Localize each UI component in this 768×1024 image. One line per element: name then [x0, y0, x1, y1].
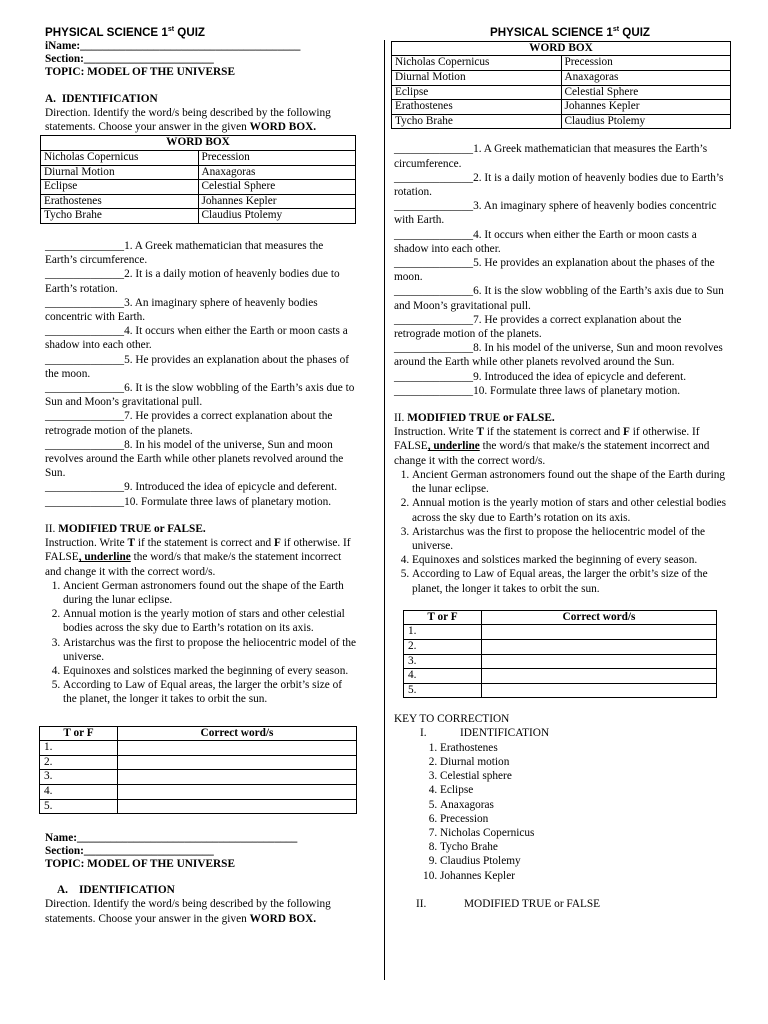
modified-tf-instruction: Instruction. Write T if the statement is correct and F if otherwise. If FALSE, underline the word/s that make/s the statement incorrect and change it with the correct word/s.: [45, 537, 351, 578]
section-field: Section:_______________________: [45, 52, 214, 65]
table-row: 1.: [404, 625, 717, 640]
list-item: 9. Claudius Ptolemy: [440, 854, 730, 868]
word-box-row: Diurnal Motion Anaxagoras: [392, 71, 731, 86]
table-row: 2.: [40, 755, 357, 770]
list-item: ______________5. He provides an explanation about the phases of the moon.: [394, 257, 715, 284]
list-item: 4. Equinoxes and solstices marked the beginning of every season.: [412, 553, 730, 567]
list-item: 7. Nicholas Copernicus: [440, 826, 730, 840]
list-item: 5. According to Law of Equal areas, the larger the orbit’s size of the planet, the longer it takes to orbit the sun.: [63, 678, 357, 706]
quiz-title-right: PHYSICAL SCIENCE 1st QUIZ: [490, 25, 650, 39]
word-box-row: Eclipse Celestial Sphere: [392, 85, 731, 100]
list-item: 1. Ancient German astronomers found out the shape of the Earth during the lunar eclipse.: [63, 579, 357, 607]
list-item: ______________2. It is a daily motion of heavenly bodies due to Earth’s rotation.: [394, 171, 724, 199]
topic-heading-2: TOPIC: MODEL OF THE UNIVERSE: [45, 858, 235, 871]
list-item: 3. Celestial sphere: [440, 769, 730, 783]
word-box-row: Eclipse Celestial Sphere: [41, 180, 356, 195]
name-field: iName:_______________________________________: [45, 39, 301, 52]
list-item: ______________6. It is the slow wobbling of the Earth’s axis due to Sun and Moon’s gravitational pull.: [394, 285, 724, 312]
answer-key-part-2: II. MODIFIED TRUE or FALSE: [416, 897, 601, 910]
table-row: 3.: [40, 770, 357, 785]
word-box-row: Erathostenes Johannes Kepler: [392, 100, 731, 115]
modified-tf-heading-right: II. MODIFIED TRUE or FALSE.: [394, 412, 555, 425]
list-item: ______________3. An imaginary sphere of heavenly bodies concentric with Earth.: [45, 296, 318, 324]
word-box-row: Tycho Brahe Claudius Ptolemy: [41, 209, 356, 224]
list-item: ______________8. In his model of the universe, Sun and moon revolves around the Earth while other planets revolved around the Sun.: [45, 438, 344, 480]
word-box-row: Nicholas Copernicus Precession: [392, 56, 731, 71]
list-item: 5. Anaxagoras: [440, 798, 730, 812]
word-box-table: [40, 135, 356, 224]
list-item: 3. Aristarchus was the first to propose the heliocentric model of the universe.: [412, 525, 730, 553]
name-field-2: Name:_______________________________________: [45, 832, 298, 845]
modified-tf-heading: II. MODIFIED TRUE or FALSE.: [45, 522, 206, 535]
table-row: 5.: [40, 799, 357, 814]
modified-tf-statements: [45, 579, 357, 707]
word-box-table-right: [391, 41, 731, 130]
col-header-correct-words: Correct word/s: [118, 726, 357, 741]
col-header-correct-words: Correct word/s: [482, 610, 717, 625]
identification-items: [45, 239, 357, 509]
identification-heading: A. IDENTIFICATION: [45, 92, 158, 105]
list-item: 1. Ancient German astronomers found out the shape of the Earth during the lunar eclipse.: [412, 468, 730, 496]
list-item: 4. Equinoxes and solstices marked the beginning of every season.: [63, 664, 357, 678]
word-box-title: WORD BOX: [392, 41, 731, 56]
modified-tf-statements-right: [394, 468, 730, 596]
word-box-row: Nicholas Copernicus Precession: [41, 151, 356, 166]
list-item: ______________5. He provides an explanation about the phases of the moon.: [45, 353, 350, 380]
answer-key-title: KEY TO CORRECTION: [394, 713, 510, 726]
section-field-2: Section:_______________________: [45, 845, 214, 858]
list-item: 5. According to Law of Equal areas, the larger the orbit’s size of the planet, the longer it takes to orbit the sun.: [412, 567, 730, 595]
answer-table: [39, 726, 357, 815]
table-row: 4.: [404, 669, 717, 684]
list-item: ______________9. Introduced the idea of epicycle and deferent.: [45, 481, 338, 494]
list-item: ______________9. Introduced the idea of epicycle and deferent.: [394, 370, 687, 383]
list-item: 1. Erathostenes: [440, 741, 730, 755]
table-row: 2.: [404, 639, 717, 654]
list-item: 4. Eclipse: [440, 783, 730, 797]
list-item: 3. Aristarchus was the first to propose the heliocentric model of the universe.: [63, 636, 357, 664]
answer-key: [394, 712, 730, 911]
answer-key-part-1: I. IDENTIFICATION: [420, 727, 550, 740]
word-box-row: Tycho Brahe Claudius Ptolemy: [392, 114, 731, 129]
list-item: 10. Johannes Kepler: [440, 869, 730, 883]
list-item: ______________6. It is the slow wobbling of the Earth’s axis due to Sun and Moon’s gravitational pull.: [45, 382, 355, 409]
list-item: 2. Annual motion is the yearly motion of stars and other celestial bodies across the sky due to Earth’s rotation on its axis.: [63, 607, 357, 635]
topic-heading: TOPIC: MODEL OF THE UNIVERSE: [45, 65, 235, 78]
word-box-row: Erathostenes Johannes Kepler: [41, 194, 356, 209]
table-row: 3.: [404, 654, 717, 669]
answer-key-list: [394, 741, 730, 883]
list-item: ______________7. He provides a correct explanation about the retrograde motion of the planets.: [45, 410, 333, 437]
identification-direction: Direction. Identify the word/s being described by the following statements. Choose your answer in the given WORD BOX.: [45, 107, 331, 134]
table-row: 1.: [40, 741, 357, 756]
list-item: ______________2. It is a daily motion of heavenly bodies due to Earth’s rotation.: [45, 268, 340, 295]
column-divider: [384, 40, 385, 980]
list-item: 2. Annual motion is the yearly motion of stars and other celestial bodies across the sky due to Earth’s rotation on its axis.: [412, 496, 730, 524]
list-item: ______________8. In his model of the universe, Sun and moon revolves around the Earth while other planets revolved around the Sun.: [394, 342, 723, 369]
col-header-t-or-f: T or F: [404, 610, 482, 625]
answer-table-right: [403, 610, 717, 699]
word-box-row: Diurnal Motion Anaxagoras: [41, 165, 356, 180]
list-item: 6. Precession: [440, 812, 730, 826]
right-column: [394, 22, 730, 911]
list-item: 2. Diurnal motion: [440, 755, 730, 769]
identification-heading-2: A. IDENTIFICATION: [57, 884, 175, 897]
list-item: ______________3. An imaginary sphere of heavenly bodies concentric with Earth.: [394, 200, 717, 227]
identification-direction-2: Direction. Identify the word/s being described by the following statements. Choose your answer in the given WORD BOX.: [45, 898, 331, 925]
list-item: ______________4. It occurs when either the Earth or moon casts a shadow into each other.: [45, 325, 348, 352]
list-item: ______________1. A Greek mathematician that measures the Earth’s circumference.: [394, 143, 708, 170]
list-item: ______________1. A Greek mathematician that measures the Earth’s circumference.: [45, 240, 324, 267]
list-item: ______________4. It occurs when either the Earth or moon casts a shadow into each other.: [394, 228, 697, 255]
table-row: 4.: [40, 784, 357, 799]
identification-items-right: [394, 142, 730, 398]
modified-tf-instruction-right: Instruction. Write T if the statement is correct and F if otherwise. If FALSE, underline the word/s that make/s the statement incorrect and change it with the correct word/s.: [394, 426, 710, 467]
quiz-title: PHYSICAL SCIENCE 1st QUIZ: [45, 25, 205, 39]
list-item: ______________10. Formulate three laws of planetary motion.: [45, 495, 332, 508]
list-item: 8. Tycho Brahe: [440, 840, 730, 854]
col-header-t-or-f: T or F: [40, 726, 118, 741]
table-row: 5.: [404, 683, 717, 698]
list-item: ______________7. He provides a correct explanation about the retrograde motion of the planets.: [394, 313, 682, 341]
list-item: ______________10. Formulate three laws of planetary motion.: [394, 384, 681, 397]
word-box-title: WORD BOX: [41, 136, 356, 151]
left-column: [45, 22, 357, 926]
